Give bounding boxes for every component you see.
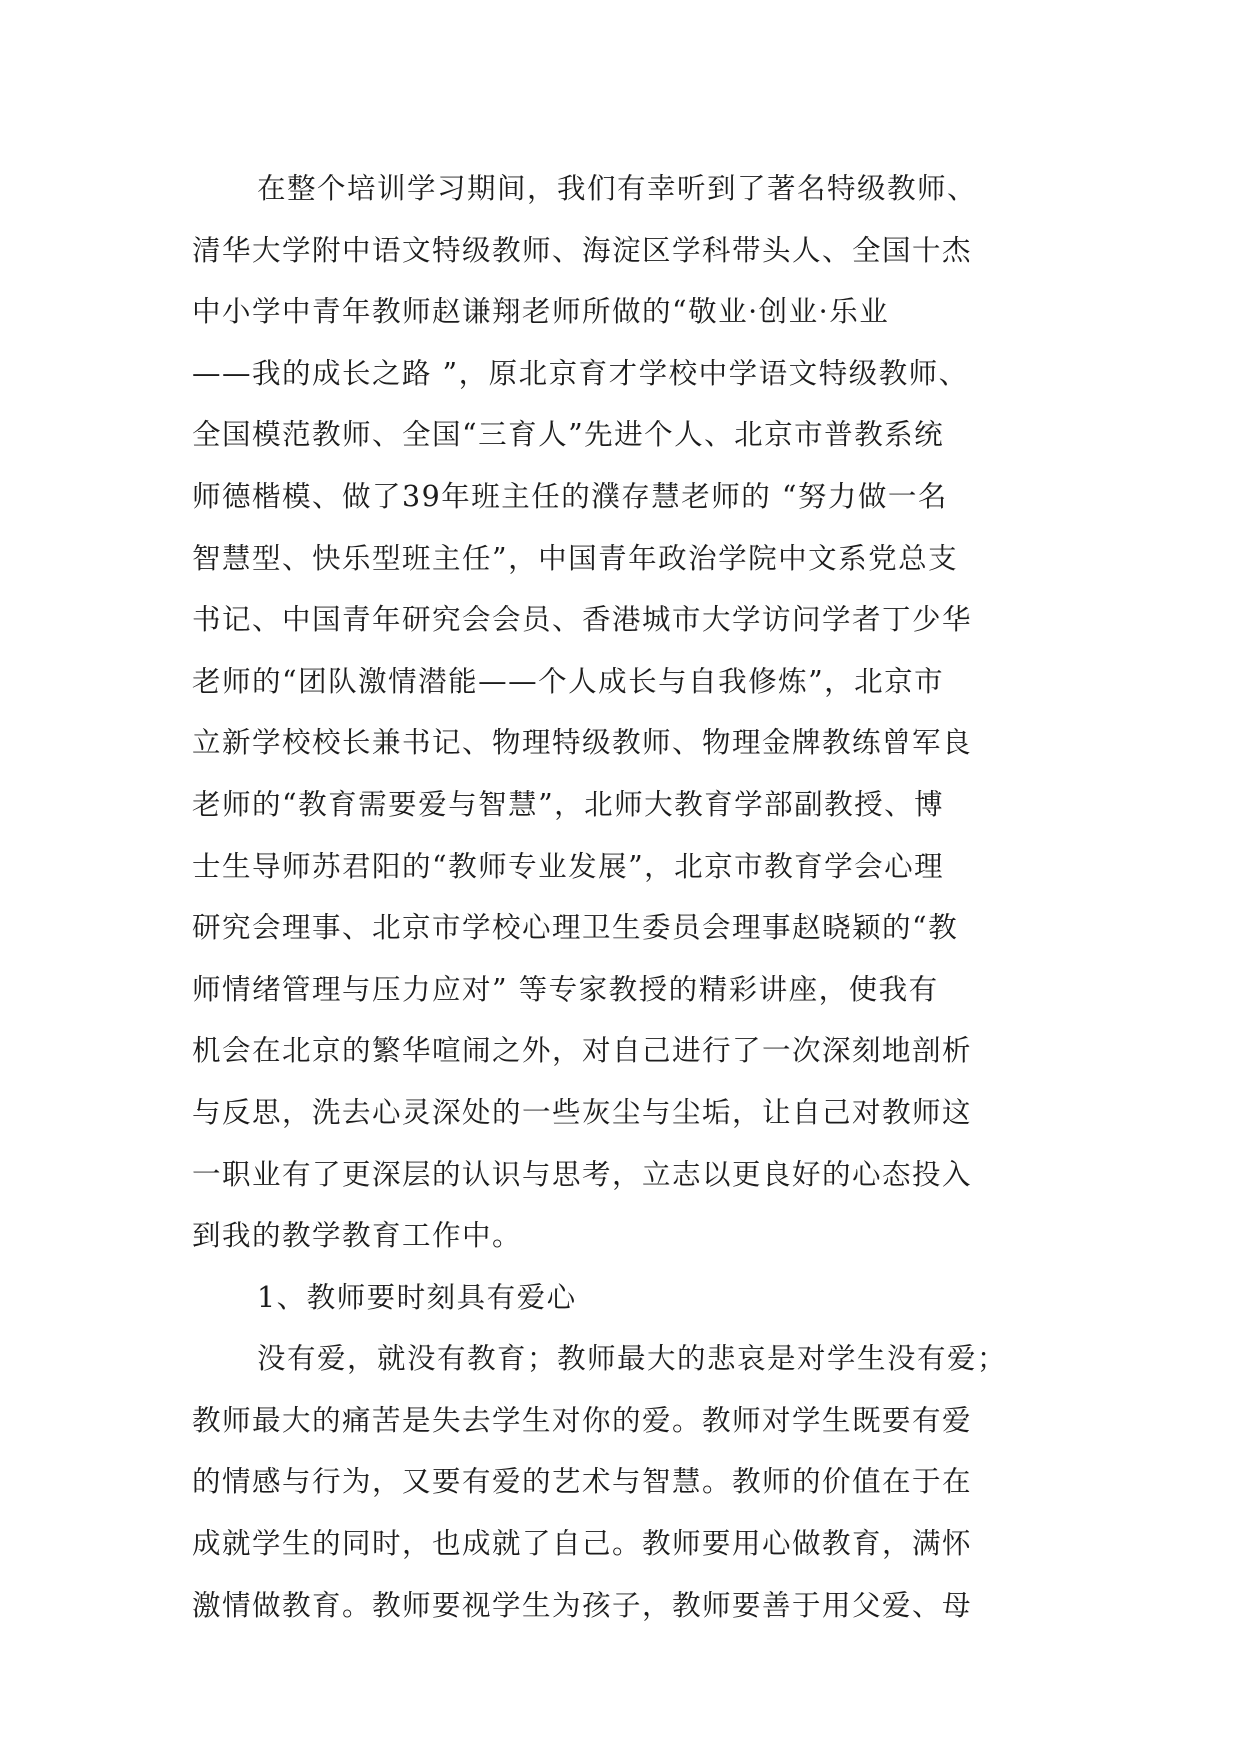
paragraph-1-line-13: 研究会理事、北京市学校心理卫生委员会理事赵晓颖的“教 xyxy=(192,911,959,945)
document-body xyxy=(192,158,1072,1636)
paragraph-1-line-1: 在整个培训学习期间，我们有幸听到了著名特级教师、 xyxy=(257,172,978,205)
paragraph-1-line-8: 书记、中国青年研究会会员、香港城市大学访问学者丁少华 xyxy=(192,603,973,637)
paragraph-1-line-11: 老师的“教育需要爱与智慧”，北师大教育学部副教授、博 xyxy=(192,787,945,821)
paragraph-2-line-2: 教师最大的痛苦是失去学生对你的爱。教师对学生既要有爱 xyxy=(192,1403,973,1437)
paragraph-1-line-10: 立新学校校长兼书记、物理特级教师、物理金牌教练曾军良 xyxy=(192,726,973,760)
paragraph-2-line-3: 的情感与行为，又要有爱的艺术与智慧。教师的价值在于在 xyxy=(192,1465,973,1499)
paragraph-1-line-17: 一职业有了更深层的认识与思考，立志以更良好的心态投入 xyxy=(192,1157,973,1191)
paragraph-1-line-18: 到我的教学教育工作中。 xyxy=(192,1219,523,1253)
paragraph-1-line-2: 清华大学附中语文特级教师、海淀区学科带头人、全国十杰 xyxy=(192,233,973,267)
paragraph-1-line-6: 师德楷模、做了39年班主任的濮存慧老师的 “努力做一名 xyxy=(192,479,948,513)
section-heading: 1、教师要时刻具有爱心 xyxy=(257,1280,577,1314)
paragraph-1-line-15: 机会在北京的繁华喧闹之外，对自己进行了一次深刻地剖析 xyxy=(192,1034,973,1068)
paragraph-2-line-4: 成就学生的同时，也成就了自己。教师要用心做教育，满怀 xyxy=(192,1527,973,1561)
paragraph-1-line-4: ——我的成长之路 ”，原北京育才学校中学语文特级教师、 xyxy=(192,356,969,390)
paragraph-1-line-7: 智慧型、快乐型班主任”，中国青年政治学院中文系党总支 xyxy=(192,541,959,575)
paragraph-1-line-5: 全国模范教师、全国“三育人”先进个人、北京市普教系统 xyxy=(192,418,945,452)
paragraph-1-line-12: 士生导师苏君阳的“教师专业发展”，北京市教育学会心理 xyxy=(192,849,945,883)
paragraph-1-line-9: 老师的“团队激情潜能——个人成长与自我修炼”，北京市 xyxy=(192,664,945,698)
paragraph-2-line-5: 激情做教育。教师要视学生为孩子，教师要善于用父爱、母 xyxy=(192,1588,973,1622)
paragraph-1-line-16: 与反思，洗去心灵深处的一些灰尘与尘垢，让自己对教师这 xyxy=(192,1095,973,1129)
paragraph-2-line-1: 没有爱，就没有教育；教师最大的悲哀是对学生没有爱； xyxy=(257,1342,1008,1376)
paragraph-1-line-14: 师情绪管理与压力应对” 等专家教授的精彩讲座，使我有 xyxy=(192,972,939,1006)
paragraph-1-line-3: 中小学中青年教师赵谦翔老师所做的“敬业·创业·乐业 xyxy=(192,295,890,329)
